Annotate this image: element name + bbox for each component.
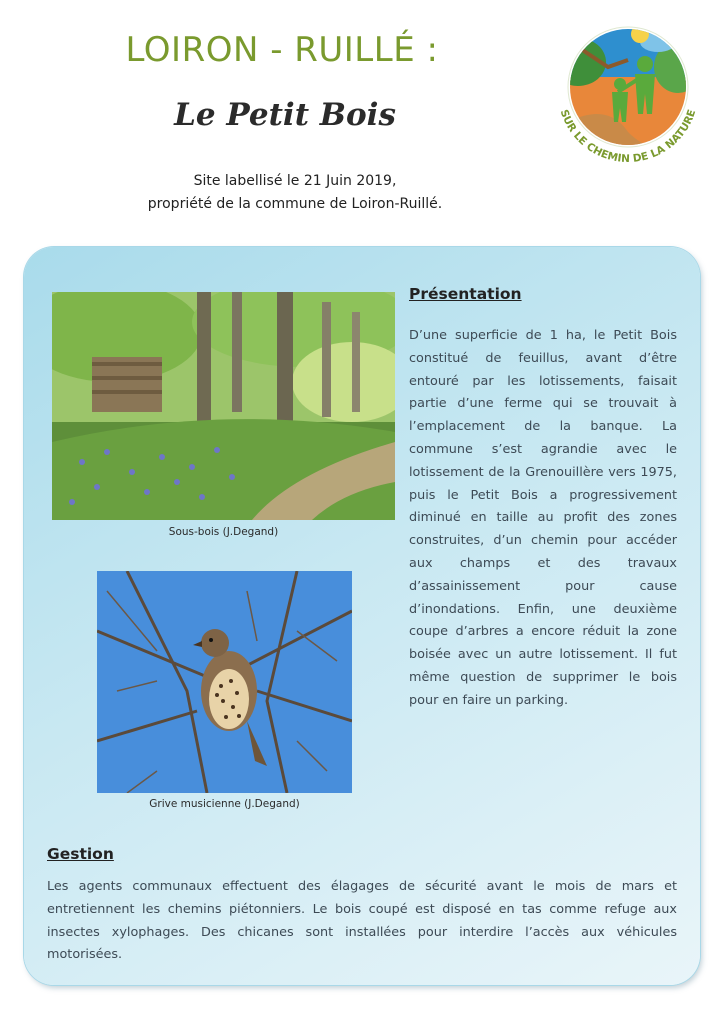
page-subtitle: Le Petit Bois [174, 97, 396, 133]
bird-photo-caption: Grive musicienne (J.Degand) [149, 798, 300, 810]
forest-photo-caption: Sous-bois (J.Degand) [168, 526, 279, 538]
forest-photo [52, 292, 395, 520]
forest-path-photo-icon [52, 292, 395, 520]
label-date-line: Site labellisé le 21 Juin 2019, [193, 173, 397, 189]
family-nature-logo-icon [548, 22, 706, 172]
gestion-text: Les agents communaux effectuent des élagages de sécurité avant le mois de mars et entretiennent les chemins piétonniers. Le bois coupé est disposé en tas comme refuge aux insectes xylophages. Des chicanes sont installées pour interdire l’accès aux véhicules motorisées. [47, 879, 677, 963]
bird-photo [97, 571, 352, 793]
thrush-bird-photo-icon [97, 571, 352, 793]
presentation-heading: Présentation [409, 285, 522, 303]
gestion-heading: Gestion [47, 845, 114, 863]
nature-trail-logo [548, 22, 706, 172]
content-panel [24, 247, 700, 985]
owner-line: propriété de la commune de Loiron-Ruillé. [147, 196, 443, 212]
presentation-text: D’une superficie de 1 ha, le Petit Bois constitué de feuillus, avant d’être entouré par les lotissements, faisait partie d’une ferme qui se trouvait à l’emplacement de la banque. La commune s’est agrandie avec le lotissement de la Grenouillère vers 1975, puis le Petit Bois a progressivement diminué en taille au profit des zones construites, d’un chemin pour accéder aux champs et des travaux d’assainissement pour cause d’inondations. Enfin, une deuxième coupe d’arbres a encore réduit la zone boisée avec un autre lotissement. Il fut même question de supprimer le bois pour en faire un parking. [409, 328, 677, 708]
logo-text: SUR LE CHEMIN DE LA NATURE [557, 108, 699, 166]
page-title: LOIRON - RUILLÉ : [125, 30, 439, 70]
